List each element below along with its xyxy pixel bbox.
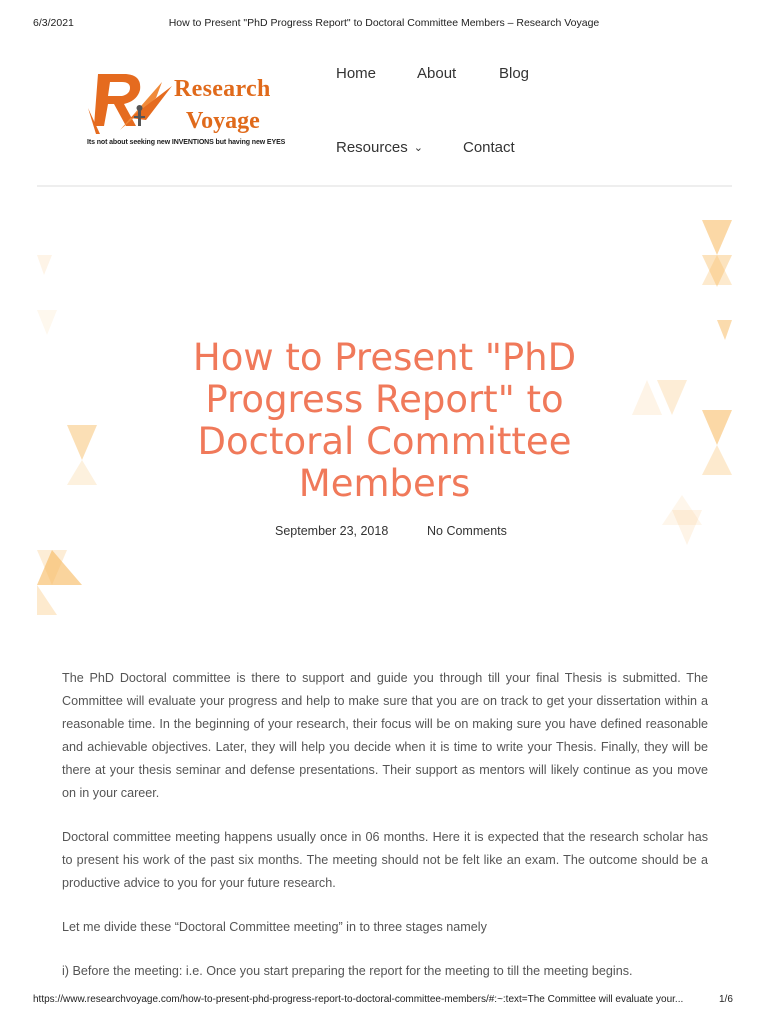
chevron-down-icon: ⌄ xyxy=(413,142,423,154)
logo-tagline: Its not about seeking new INVENTIONS but having new EYES xyxy=(87,139,286,146)
post-comments-link[interactable]: No Comments xyxy=(427,524,507,538)
print-date: 6/3/2021 xyxy=(33,17,74,29)
article-paragraph: i) Before the meeting: i.e. Once you start preparing the report for the meeting to till the meeting begins. xyxy=(62,964,633,978)
nav-resources[interactable] xyxy=(336,139,423,156)
nav-contact[interactable]: Contact xyxy=(463,139,515,156)
article-body xyxy=(62,667,708,1004)
page-number: 1/6 xyxy=(719,994,733,1005)
article-paragraph: Doctoral committee meeting happens usually once in 06 months. Here it is expected that the research scholar has to present his work of the past six months. The meeting should not be felt like an exam. The outcome should be a productive advice to you for your future research. xyxy=(62,830,708,890)
article-paragraph: Let me divide these “Doctoral Committee meeting” in to three stages namely xyxy=(62,920,487,934)
nav-resources-label: Resources xyxy=(336,139,408,156)
logo-brand-voyage: Voyage xyxy=(186,108,260,134)
print-page-title: How to Present "PhD Progress Report" to Doctoral Committee Members – Research Voyage xyxy=(168,17,600,29)
post-date[interactable]: September 23, 2018 xyxy=(275,524,389,538)
site-logo[interactable] xyxy=(86,68,296,152)
logo-mark-icon xyxy=(86,68,176,138)
nav-about[interactable]: About xyxy=(417,65,457,82)
hero-banner xyxy=(37,215,732,615)
nav-blog[interactable]: Blog xyxy=(499,65,530,82)
print-url: https://www.researchvoyage.com/how-to-present-phd-progress-report-to-doctoral-committee-members/#:~:text=The Committee will evaluate your... xyxy=(33,994,684,1005)
header-divider xyxy=(37,185,732,187)
nav-home[interactable]: Home xyxy=(336,65,377,82)
article-paragraph: The PhD Doctoral committee is there to support and guide you through till your final Thesis is submitted. The Committee will evaluate your progress and help to make sure that you are on track to get your dissertation within a reasonable time. In the beginning of your research, their focus will be on making sure you have defined reasonable and achievable objectives. Later, they will help you decide when it is time to write your Thesis. Finally, they will be there at your thesis seminar and defense presentations. Their support as mentors will likely continue as you move on in your career. xyxy=(62,671,708,800)
post-title: How to Present "PhD Progress Report" to Doctoral Committee Members xyxy=(192,336,577,505)
logo-brand-research: Research xyxy=(174,76,271,102)
